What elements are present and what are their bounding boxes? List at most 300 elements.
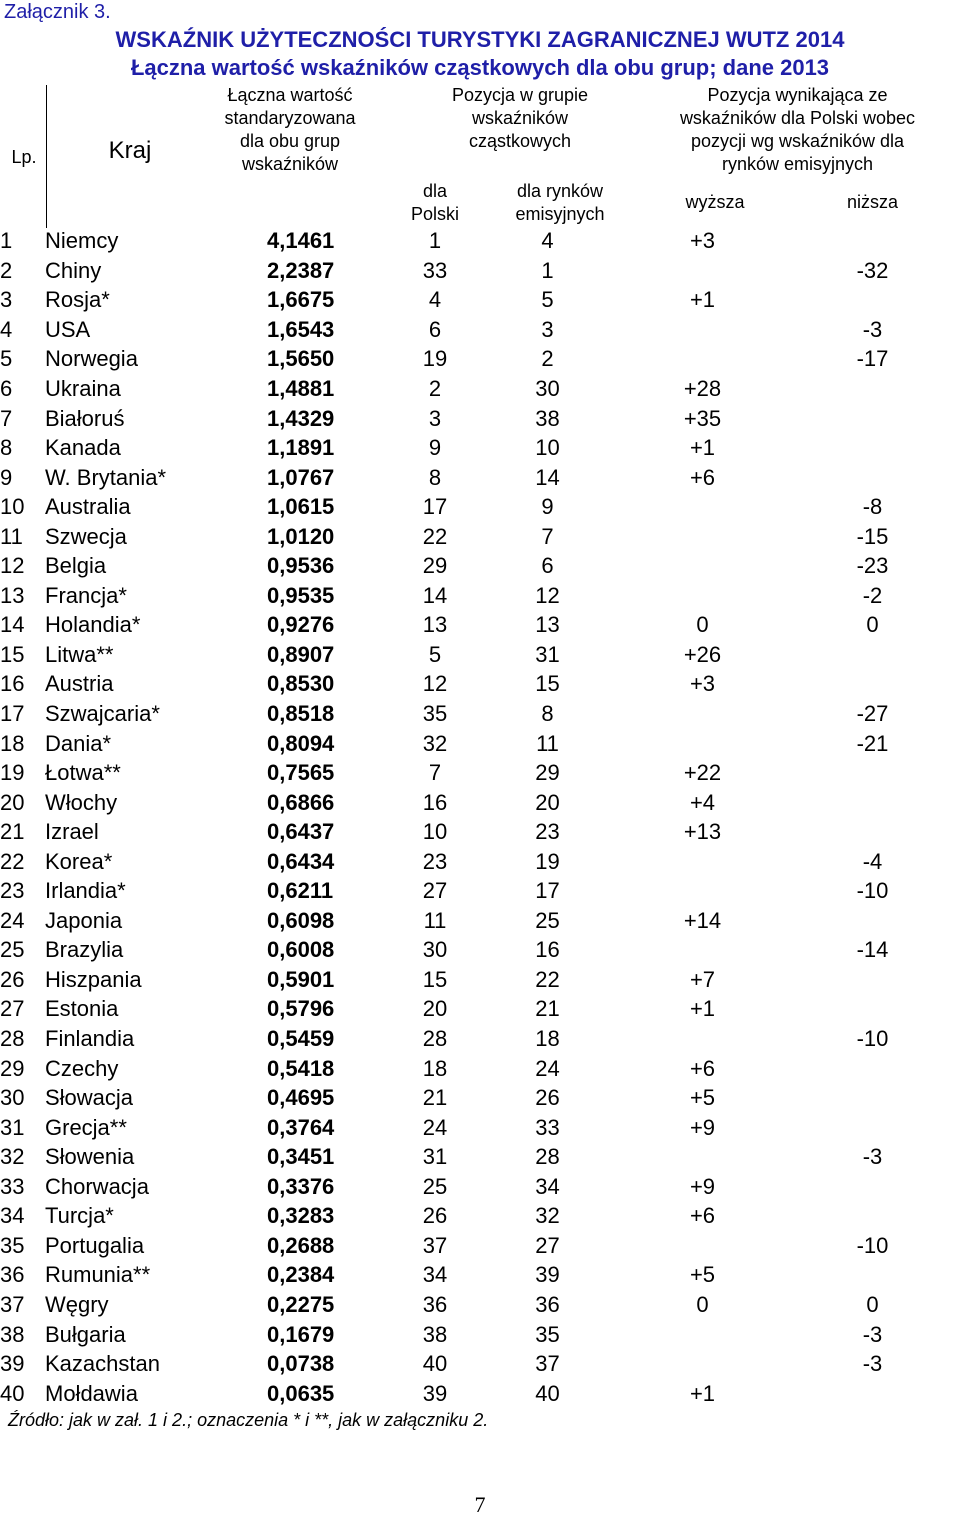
cell-value: 0,2275 [267, 1291, 335, 1317]
cell-country: Kanada [45, 435, 121, 461]
cell-country: Irlandia* [45, 878, 126, 904]
table-row [0, 1319, 960, 1349]
cell-country: Ukraina [45, 376, 121, 401]
cell-lp: 2 [0, 257, 13, 283]
cell-value: 0,6866 [267, 789, 335, 815]
cell-lower [785, 1053, 960, 1083]
annex-label: Załącznik 3. [4, 1, 111, 23]
cell-position-poland: 30 [422, 937, 448, 963]
cell-lp: 33 [0, 1173, 25, 1199]
header-dla-polski-line1: dla [422, 181, 448, 201]
cell-value: 0,8518 [267, 701, 335, 727]
cell-position-emission: 11 [536, 730, 559, 756]
cell-country: Szwecja [45, 523, 127, 549]
cell-country: USA [45, 316, 91, 342]
table-row [0, 344, 960, 374]
cell-country: Portugalia [45, 1232, 145, 1258]
cell-country: Rumunia** [45, 1262, 151, 1288]
table-row [0, 1172, 960, 1202]
cell-lp: 20 [0, 789, 25, 815]
cell-position-poland: 37 [422, 1232, 448, 1258]
cell-value: 0,6008 [267, 937, 335, 963]
table-row [0, 1201, 960, 1231]
cell-higher: +9 [689, 1173, 716, 1199]
cell-country: Litwa** [45, 641, 114, 667]
cell-position-emission: 21 [535, 996, 560, 1022]
cell-higher: +7 [689, 966, 716, 992]
cell-lp: 12 [0, 553, 25, 579]
cell-position-emission: 17 [535, 878, 560, 904]
cell-position-poland: 1 [428, 228, 442, 254]
cell-country: Australia [45, 494, 131, 520]
cell-value: 1,4881 [267, 376, 335, 401]
cell-position-emission: 9 [541, 494, 554, 520]
cell-position-emission: 4 [541, 228, 554, 254]
header-laczna-line2: standaryzowana [224, 108, 356, 128]
cell-lp: 15 [0, 641, 25, 667]
cell-country: Grecja** [45, 1114, 127, 1140]
cell-position-poland: 31 [422, 1144, 448, 1170]
cell-lower: 0 [866, 612, 879, 638]
cell-lp: 36 [0, 1262, 25, 1288]
page-title: WSKAŹNIK UŻYTECZNOŚCI TURYSTYKI ZAGRANICZNEJ WUTZ 2014 [115, 27, 845, 52]
cell-position-poland: 12 [422, 671, 448, 697]
cell-position-poland: 26 [422, 1203, 448, 1229]
cell-position-emission: 2 [541, 346, 554, 372]
cell-country: Chorwacja [45, 1173, 149, 1199]
cell-position-poland: 36 [422, 1291, 448, 1317]
cell-higher [620, 1349, 785, 1379]
cell-position-poland: 13 [422, 612, 448, 638]
header-laczna-line3: dla obu grup [239, 131, 341, 151]
cell-value: 0,7565 [267, 760, 335, 786]
cell-country: Rosja* [45, 287, 110, 313]
cell-lower [785, 374, 960, 404]
cell-position-poland: 40 [422, 1351, 448, 1377]
cell-position-poland: 34 [422, 1262, 448, 1288]
cell-position-poland: 11 [423, 907, 447, 933]
cell-higher: 0 [696, 612, 709, 638]
cell-value: 0,2384 [267, 1262, 335, 1288]
table-row [0, 906, 960, 936]
source-note: Źródło: jak w zał. 1 i 2.; oznaczenia * i **, jak w załączniku 2. [8, 1410, 489, 1430]
cell-lp: 18 [0, 730, 25, 756]
cell-position-emission: 33 [535, 1114, 560, 1140]
table-row [0, 1260, 960, 1290]
cell-lower: -4 [862, 848, 883, 874]
cell-position-emission: 23 [535, 819, 560, 845]
header-nizsza: niższa [846, 192, 899, 212]
cell-higher: +6 [689, 464, 716, 490]
cell-country: Brazylia [45, 937, 124, 963]
cell-value: 0,8530 [267, 671, 335, 697]
cell-higher [620, 521, 785, 551]
cell-higher [620, 728, 785, 758]
cell-position-emission: 31 [535, 641, 560, 667]
cell-position-emission: 15 [535, 671, 560, 697]
cell-position-poland: 6 [428, 316, 442, 342]
cell-lp: 28 [0, 1026, 25, 1052]
cell-lower: -32 [856, 257, 889, 283]
cell-position-poland: 8 [428, 464, 442, 490]
header-wynik-line3: pozycji wg wskaźników dla [690, 131, 905, 151]
cell-country: Izrael [45, 819, 99, 845]
cell-country: Łotwa** [45, 760, 121, 786]
cell-position-poland: 18 [422, 1055, 448, 1081]
cell-higher: 0 [696, 1291, 709, 1317]
cell-position-emission: 8 [541, 701, 554, 727]
cell-lower: -27 [856, 701, 889, 727]
cell-lp: 14 [0, 612, 25, 638]
cell-position-emission: 39 [535, 1262, 560, 1288]
table-row [0, 374, 960, 404]
cell-position-poland: 5 [428, 641, 442, 667]
cell-position-poland: 38 [422, 1321, 448, 1347]
cell-position-poland: 16 [422, 789, 448, 815]
header-wynik-line1: Pozycja wynikająca ze [707, 85, 888, 105]
cell-position-poland: 29 [422, 553, 448, 579]
cell-higher: +3 [689, 228, 716, 254]
cell-higher: +3 [689, 671, 716, 697]
cell-lower [785, 965, 960, 995]
cell-position-poland: 17 [422, 494, 448, 520]
cell-position-emission: 6 [541, 553, 554, 579]
table-row [0, 1290, 960, 1320]
data-table-body [0, 226, 960, 1408]
cell-value: 0,9535 [267, 582, 335, 608]
cell-value: 0,5418 [267, 1055, 335, 1081]
cell-higher [620, 1142, 785, 1172]
cell-higher: +1 [689, 1380, 716, 1406]
table-row [0, 551, 960, 581]
cell-position-poland: 20 [422, 996, 448, 1022]
cell-value: 0,6434 [267, 848, 335, 874]
cell-country: Chiny [45, 257, 102, 283]
cell-position-poland: 10 [422, 819, 448, 845]
cell-value: 0,8094 [267, 730, 335, 756]
cell-higher [620, 315, 785, 345]
cell-lower [785, 433, 960, 463]
table-row [0, 1112, 960, 1142]
cell-higher: +1 [689, 996, 716, 1022]
header-dla-emisyjnych-line1: dla rynków [516, 181, 604, 201]
cell-higher [620, 699, 785, 729]
cell-lp: 13 [0, 582, 25, 608]
table-row [0, 433, 960, 463]
cell-lower: -3 [862, 1321, 883, 1347]
cell-value: 1,1891 [267, 435, 335, 461]
cell-position-emission: 7 [541, 523, 554, 549]
table-row [0, 521, 960, 551]
cell-position-poland: 14 [422, 582, 448, 608]
cell-lp: 1 [0, 228, 13, 254]
table-row [0, 758, 960, 788]
cell-higher: +6 [689, 1055, 716, 1081]
cell-value: 0,4695 [267, 1085, 335, 1111]
cell-lp: 16 [0, 671, 25, 697]
cell-lower [785, 1378, 960, 1408]
table-row [0, 1349, 960, 1379]
cell-country: Turcja* [45, 1203, 114, 1229]
cell-position-emission: 5 [541, 287, 554, 313]
cell-position-emission: 35 [535, 1321, 560, 1347]
cell-lp: 21 [0, 819, 25, 845]
cell-position-poland: 4 [428, 287, 442, 313]
cell-position-emission: 16 [535, 937, 560, 963]
cell-position-poland: 39 [422, 1380, 448, 1406]
cell-higher [620, 876, 785, 906]
cell-lower: -23 [856, 553, 889, 579]
cell-position-emission: 26 [535, 1085, 560, 1111]
cell-position-emission: 28 [535, 1144, 560, 1170]
cell-lower: -10 [856, 1232, 889, 1258]
cell-higher: +1 [689, 287, 716, 313]
cell-country: Japonia [45, 907, 123, 933]
cell-country: Bułgaria [45, 1321, 126, 1347]
cell-position-poland: 22 [422, 523, 448, 549]
table-row [0, 1083, 960, 1113]
cell-country: Słowacja [45, 1085, 134, 1111]
cell-value: 0,3376 [267, 1173, 335, 1199]
cell-higher [620, 344, 785, 374]
cell-value: 1,4329 [267, 405, 335, 431]
cell-higher [620, 581, 785, 611]
cell-value: 0,3283 [267, 1203, 335, 1229]
header-laczna-line1: Łączna wartość [227, 85, 353, 105]
cell-lp: 19 [0, 760, 25, 786]
cell-country: Dania* [45, 730, 112, 756]
cell-lp: 9 [0, 464, 13, 490]
table-row [0, 1231, 960, 1261]
cell-value: 0,3451 [267, 1144, 335, 1170]
cell-position-emission: 24 [535, 1055, 560, 1081]
cell-lower: -3 [862, 1144, 883, 1170]
cell-lower [785, 1260, 960, 1290]
cell-lower [785, 906, 960, 936]
cell-country: Norwegia [45, 346, 138, 372]
cell-country: Hiszpania [45, 966, 142, 992]
cell-lower [785, 1172, 960, 1202]
cell-lp: 40 [0, 1380, 25, 1406]
cell-lower: -2 [862, 582, 883, 608]
cell-lower [785, 403, 960, 433]
header-kraj: Kraj [108, 137, 152, 164]
cell-value: 0,1679 [267, 1321, 335, 1347]
cell-position-emission: 10 [535, 435, 560, 461]
cell-higher: +13 [683, 819, 722, 845]
page-number: 7 [474, 1492, 486, 1517]
cell-lp: 11 [0, 523, 23, 549]
cell-value: 0,5459 [267, 1026, 335, 1052]
cell-higher [620, 551, 785, 581]
cell-value: 2,2387 [267, 257, 335, 283]
cell-position-emission: 1 [541, 257, 554, 283]
cell-position-poland: 33 [422, 257, 448, 283]
cell-position-emission: 12 [535, 582, 560, 608]
cell-position-poland: 21 [422, 1085, 448, 1111]
cell-value: 1,0615 [267, 494, 335, 520]
cell-lp: 24 [0, 907, 25, 933]
cell-position-poland: 19 [422, 346, 448, 372]
cell-country: Austria [45, 671, 114, 697]
cell-lp: 25 [0, 937, 25, 963]
cell-lp: 38 [0, 1321, 25, 1347]
cell-lp: 30 [0, 1085, 25, 1111]
cell-lp: 31 [0, 1114, 25, 1140]
header-dla-emisyjnych-line2: emisyjnych [515, 204, 605, 224]
cell-position-poland: 23 [422, 848, 448, 874]
cell-lower [785, 226, 960, 256]
table-row [0, 1142, 960, 1172]
data-table [0, 226, 960, 1408]
table-row [0, 699, 960, 729]
cell-country: W. Brytania* [45, 464, 167, 490]
cell-country: Białoruś [45, 405, 125, 431]
table-row [0, 462, 960, 492]
cell-higher: +5 [689, 1262, 716, 1288]
cell-lp: 22 [0, 848, 25, 874]
cell-higher: +4 [689, 789, 716, 815]
cell-position-emission: 29 [535, 760, 560, 786]
table-row [0, 728, 960, 758]
cell-higher: +14 [683, 907, 722, 933]
table-row [0, 846, 960, 876]
cell-higher [620, 256, 785, 286]
cell-lp: 7 [0, 405, 13, 431]
cell-position-poland: 9 [428, 435, 442, 461]
page-subtitle: Łączna wartość wskaźników cząstkowych dla obu grup; dane 2013 [130, 55, 830, 80]
header-pozycja-line1: Pozycja w grupie [451, 85, 589, 105]
cell-higher: +22 [683, 760, 722, 786]
cell-higher: +5 [689, 1085, 716, 1111]
header-dla-polski-line2: Polski [410, 204, 459, 224]
cell-country: Słowenia [45, 1144, 135, 1170]
table-row [0, 315, 960, 345]
cell-higher: +35 [683, 405, 722, 431]
cell-lower [785, 787, 960, 817]
table-row [0, 492, 960, 522]
header-wynik-line4: rynków emisyjnych [721, 154, 874, 174]
cell-lp: 27 [0, 996, 25, 1022]
cell-lower: -3 [862, 1351, 883, 1377]
cell-lower: -10 [856, 878, 889, 904]
cell-country: Kazachstan [45, 1351, 160, 1377]
cell-position-emission: 37 [535, 1351, 560, 1377]
cell-lower: -14 [856, 937, 889, 963]
cell-lower: -17 [856, 346, 889, 372]
cell-position-poland: 3 [428, 405, 442, 431]
cell-lower: -21 [856, 730, 889, 756]
cell-position-poland: 32 [422, 730, 448, 756]
cell-value: 1,0767 [267, 464, 335, 490]
cell-lp: 3 [0, 287, 13, 313]
cell-value: 0,2688 [267, 1232, 335, 1258]
cell-lower: 0 [866, 1291, 879, 1317]
cell-lower [785, 758, 960, 788]
cell-value: 0,5901 [267, 966, 335, 992]
cell-lower [785, 817, 960, 847]
cell-lower: -3 [862, 316, 883, 342]
cell-higher: +26 [683, 641, 722, 667]
cell-higher [620, 492, 785, 522]
cell-higher [620, 935, 785, 965]
cell-lp: 23 [0, 878, 25, 904]
cell-value: 4,1461 [267, 228, 335, 254]
cell-lower [785, 640, 960, 670]
cell-position-emission: 38 [535, 405, 560, 431]
table-row [0, 403, 960, 433]
cell-value: 1,6543 [267, 316, 335, 342]
table-row [0, 640, 960, 670]
cell-value: 0,5796 [267, 996, 335, 1022]
cell-value: 1,5650 [267, 346, 335, 372]
table-row [0, 1024, 960, 1054]
table-row [0, 669, 960, 699]
table-row [0, 610, 960, 640]
cell-value: 0,8907 [267, 641, 335, 667]
cell-position-emission: 27 [535, 1232, 560, 1258]
cell-country: Włochy [45, 789, 118, 815]
cell-position-emission: 30 [535, 376, 560, 401]
header-wynik-line2: wskaźników dla Polski wobec [679, 108, 916, 128]
cell-value: 0,6098 [267, 907, 335, 933]
cell-lower [785, 1201, 960, 1231]
cell-position-emission: 14 [535, 464, 560, 490]
header-pozycja-line2: wskaźników [471, 108, 569, 128]
cell-lp: 4 [0, 316, 13, 342]
cell-value: 0,0635 [267, 1380, 335, 1406]
cell-lower [785, 285, 960, 315]
cell-country: Francja* [45, 582, 127, 608]
cell-position-emission: 36 [535, 1291, 560, 1317]
table-row [0, 285, 960, 315]
cell-value: 0,9276 [267, 612, 335, 638]
table-row [0, 226, 960, 256]
cell-value: 0,6211 [267, 878, 334, 904]
cell-position-poland: 25 [422, 1173, 448, 1199]
cell-position-emission: 18 [535, 1026, 560, 1052]
cell-position-poland: 15 [422, 966, 448, 992]
cell-position-emission: 20 [535, 789, 560, 815]
header-laczna-line4: wskaźników [241, 154, 339, 174]
header-pozycja-line3: cząstkowych [468, 131, 572, 151]
cell-lower: -15 [856, 523, 889, 549]
cell-country: Estonia [45, 996, 119, 1022]
cell-lp: 35 [0, 1232, 25, 1258]
cell-higher: +1 [689, 435, 716, 461]
cell-position-emission: 3 [541, 316, 554, 342]
cell-country: Holandia* [45, 612, 141, 638]
cell-higher [620, 1231, 785, 1261]
table-row [0, 994, 960, 1024]
cell-country: Węgry [45, 1291, 109, 1317]
cell-higher [620, 846, 785, 876]
header-wyzsza: wyższa [685, 192, 745, 212]
cell-position-emission: 19 [535, 848, 560, 874]
cell-value: 1,0120 [267, 523, 335, 549]
cell-position-emission: 22 [535, 966, 560, 992]
cell-position-poland: 2 [428, 376, 442, 401]
cell-lp: 26 [0, 966, 25, 992]
table-row [0, 787, 960, 817]
cell-position-poland: 7 [428, 760, 442, 786]
cell-lower: -10 [856, 1026, 889, 1052]
table-row [0, 935, 960, 965]
table-row [0, 817, 960, 847]
table-row [0, 876, 960, 906]
cell-lower: -8 [862, 494, 883, 520]
header-lp: Lp. [11, 147, 37, 167]
